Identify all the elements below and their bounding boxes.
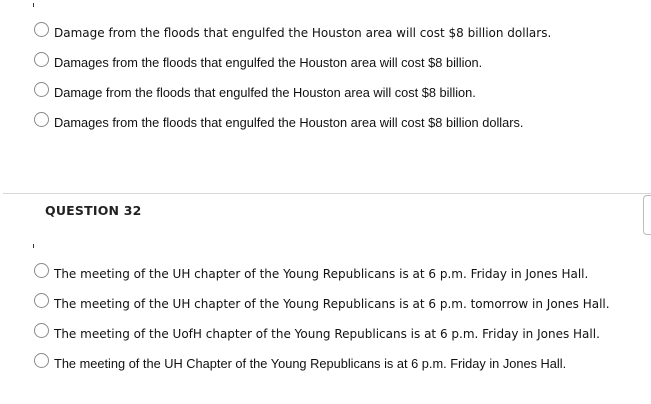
q31-option-4[interactable] xyxy=(34,115,524,130)
q32-option-3-label: The meeting of the UofH chapter of the Young Republicans is at 6 p.m. Friday in Jones Hall. xyxy=(54,327,600,341)
question-divider xyxy=(3,193,651,194)
q32-option-4-radio[interactable] xyxy=(34,353,49,368)
q32-option-2-radio[interactable] xyxy=(34,293,49,308)
q32-option-4-label: The meeting of the UH Chapter of the Young Republicans is at 6 p.m. Friday in Jones Hall. xyxy=(54,356,567,371)
question-32-header: QUESTION 32 xyxy=(45,203,142,218)
q32-option-4[interactable] xyxy=(34,356,567,371)
q31-option-3-label: Damage from the floods that engulfed the Houston area will cost $8 billion. xyxy=(54,85,476,100)
q31-option-1[interactable] xyxy=(34,25,552,40)
q31-option-1-label: Damage from the floods that engulfed the Houston area will cost $8 billion dollars. xyxy=(54,26,552,40)
q32-option-3[interactable] xyxy=(34,326,600,341)
q31-option-4-label: Damages from the floods that engulfed the Houston area will cost $8 billion dollars. xyxy=(54,115,524,130)
question-32-side-panel xyxy=(643,195,651,235)
q31-option-2-label: Damages from the floods that engulfed the Houston area will cost $8 billion. xyxy=(54,55,483,70)
q31-option-4-radio[interactable] xyxy=(34,112,49,127)
q32-option-2[interactable] xyxy=(34,296,610,311)
q32-option-3-radio[interactable] xyxy=(34,323,49,338)
q32-option-1-label: The meeting of the UH chapter of the Young Republicans is at 6 p.m. Friday in Jones Hall. xyxy=(54,267,589,281)
q31-option-3[interactable] xyxy=(34,85,476,100)
q31-option-2[interactable] xyxy=(34,55,483,70)
q31-option-2-radio[interactable] xyxy=(34,52,49,67)
q32-option-1-radio[interactable] xyxy=(34,263,49,278)
question-32-marker xyxy=(33,244,34,248)
q31-option-1-radio[interactable] xyxy=(34,22,49,37)
question-31-marker xyxy=(33,3,34,7)
q31-option-3-radio[interactable] xyxy=(34,82,49,97)
q32-option-1[interactable] xyxy=(34,266,589,281)
q32-option-2-label: The meeting of the UH chapter of the Young Republicans is at 6 p.m. tomorrow in Jones Hall. xyxy=(54,297,610,311)
